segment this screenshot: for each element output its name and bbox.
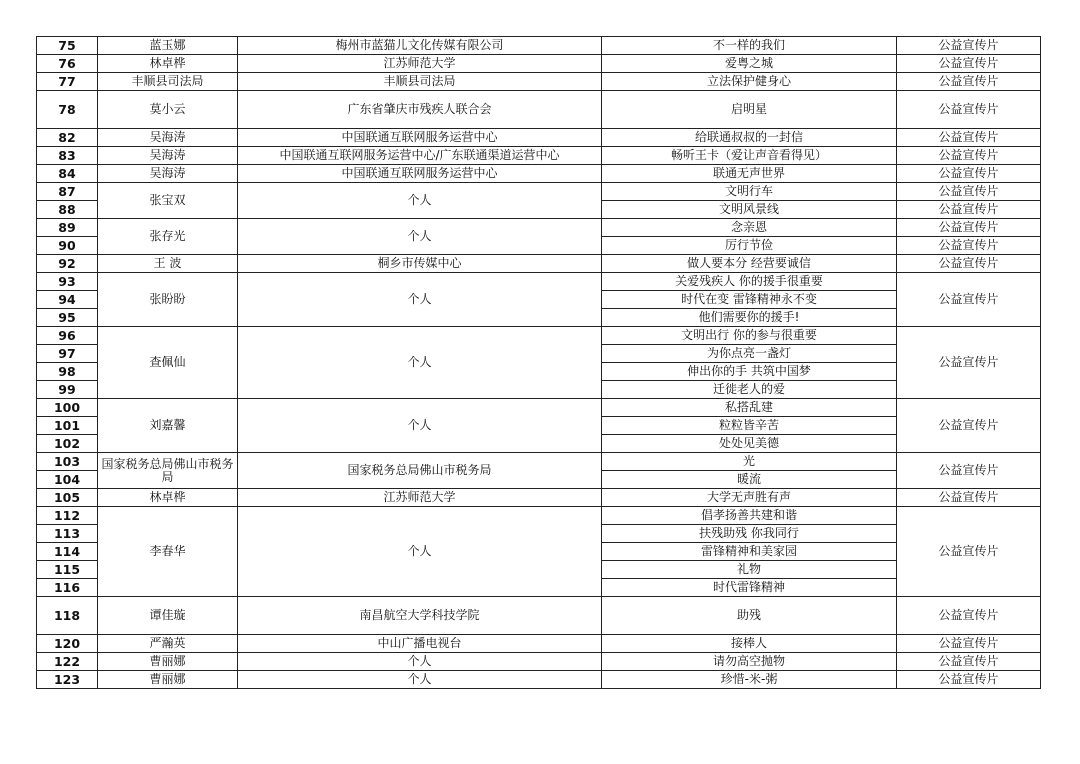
work-title-cell: 珍惜-米-粥: [602, 671, 897, 689]
table-row: [37, 219, 1041, 237]
row-number-cell: 94: [37, 291, 98, 309]
work-title-cell: 做人要本分 经营要诚信: [602, 255, 897, 273]
unit-cell: 桐乡市传媒中心: [238, 255, 602, 273]
row-number-cell: 83: [37, 147, 98, 165]
table-row: [37, 653, 1041, 671]
work-title-cell: 联通无声世界: [602, 165, 897, 183]
row-number-cell: 77: [37, 73, 98, 91]
name-cell: 国家税务总局佛山市税务局: [98, 453, 238, 489]
row-number-cell: 90: [37, 237, 98, 255]
row-number-cell: 103: [37, 453, 98, 471]
unit-cell: 中国联通互联网服务运营中心: [238, 129, 602, 147]
work-title-cell: 时代雷锋精神: [602, 579, 897, 597]
row-number-cell: 114: [37, 543, 98, 561]
work-title-cell: 畅听王卡（爱让声音看得见）: [602, 147, 897, 165]
work-title-cell: 启明星: [602, 91, 897, 129]
work-title-cell: 暖流: [602, 471, 897, 489]
unit-cell: 南昌航空大学科技学院: [238, 597, 602, 635]
table-row: [37, 635, 1041, 653]
unit-cell: 个人: [238, 327, 602, 399]
name-cell: 吴海涛: [98, 147, 238, 165]
work-title-cell: 为你点亮一盏灯: [602, 345, 897, 363]
category-cell: 公益宣传片: [897, 219, 1041, 237]
category-cell: 公益宣传片: [897, 653, 1041, 671]
category-cell: 公益宣传片: [897, 37, 1041, 55]
work-title-cell: 粒粒皆辛苦: [602, 417, 897, 435]
unit-cell: 个人: [238, 273, 602, 327]
row-number-cell: 116: [37, 579, 98, 597]
table-row: [37, 129, 1041, 147]
row-number-cell: 95: [37, 309, 98, 327]
unit-cell: 个人: [238, 183, 602, 219]
unit-cell: 江苏师范大学: [238, 55, 602, 73]
row-number-cell: 99: [37, 381, 98, 399]
name-cell: 刘嘉馨: [98, 399, 238, 453]
work-title-cell: 文明出行 你的参与很重要: [602, 327, 897, 345]
row-number-cell: 76: [37, 55, 98, 73]
table-row: [37, 399, 1041, 417]
work-title-cell: 处处见美德: [602, 435, 897, 453]
row-number-cell: 101: [37, 417, 98, 435]
award-table: [36, 36, 1041, 689]
table-row: [37, 91, 1041, 129]
category-cell: 公益宣传片: [897, 597, 1041, 635]
work-title-cell: 礼物: [602, 561, 897, 579]
unit-cell: 江苏师范大学: [238, 489, 602, 507]
name-cell: 蓝玉娜: [98, 37, 238, 55]
table-row: [37, 183, 1041, 201]
work-title-cell: 他们需要你的援手!: [602, 309, 897, 327]
name-cell: 林卓桦: [98, 489, 238, 507]
category-cell: 公益宣传片: [897, 129, 1041, 147]
unit-cell: 广东省肇庆市残疾人联合会: [238, 91, 602, 129]
unit-cell: 个人: [238, 671, 602, 689]
name-cell: 吴海涛: [98, 129, 238, 147]
category-cell: 公益宣传片: [897, 55, 1041, 73]
row-number-cell: 93: [37, 273, 98, 291]
unit-cell: 国家税务总局佛山市税务局: [238, 453, 602, 489]
row-number-cell: 115: [37, 561, 98, 579]
table-row: [37, 273, 1041, 291]
category-cell: 公益宣传片: [897, 635, 1041, 653]
row-number-cell: 87: [37, 183, 98, 201]
name-cell: 张存光: [98, 219, 238, 255]
work-title-cell: 光: [602, 453, 897, 471]
unit-cell: 梅州市蓝猫儿文化传媒有限公司: [238, 37, 602, 55]
category-cell: 公益宣传片: [897, 399, 1041, 453]
category-cell: 公益宣传片: [897, 507, 1041, 597]
name-cell: 曹丽娜: [98, 671, 238, 689]
table-row: [37, 255, 1041, 273]
row-number-cell: 92: [37, 255, 98, 273]
row-number-cell: 122: [37, 653, 98, 671]
work-title-cell: 厉行节俭: [602, 237, 897, 255]
category-cell: 公益宣传片: [897, 165, 1041, 183]
work-title-cell: 文明风景线: [602, 201, 897, 219]
work-title-cell: 迁徙老人的爱: [602, 381, 897, 399]
work-title-cell: 私搭乱建: [602, 399, 897, 417]
name-cell: 查佩仙: [98, 327, 238, 399]
name-cell: 谭佳璇: [98, 597, 238, 635]
work-title-cell: 倡孝扬善共建和谐: [602, 507, 897, 525]
work-title-cell: 助残: [602, 597, 897, 635]
category-cell: 公益宣传片: [897, 147, 1041, 165]
row-number-cell: 105: [37, 489, 98, 507]
category-cell: 公益宣传片: [897, 73, 1041, 91]
work-title-cell: 接棒人: [602, 635, 897, 653]
row-number-cell: 89: [37, 219, 98, 237]
work-title-cell: 爱粤之城: [602, 55, 897, 73]
table-row: [37, 597, 1041, 635]
category-cell: 公益宣传片: [897, 453, 1041, 489]
category-cell: 公益宣传片: [897, 237, 1041, 255]
table-row: [37, 327, 1041, 345]
name-cell: 张盼盼: [98, 273, 238, 327]
row-number-cell: 112: [37, 507, 98, 525]
row-number-cell: 102: [37, 435, 98, 453]
table-row: [37, 147, 1041, 165]
work-title-cell: 关爱残疾人 你的援手很重要: [602, 273, 897, 291]
work-title-cell: 大学无声胜有声: [602, 489, 897, 507]
unit-cell: 中山广播电视台: [238, 635, 602, 653]
unit-cell: 中国联通互联网服务运营中心: [238, 165, 602, 183]
unit-cell: 中国联通互联网服务运营中心/广东联通渠道运营中心: [238, 147, 602, 165]
row-number-cell: 98: [37, 363, 98, 381]
table-row: [37, 55, 1041, 73]
row-number-cell: 100: [37, 399, 98, 417]
unit-cell: 个人: [238, 219, 602, 255]
table-row: [37, 453, 1041, 471]
unit-cell: 个人: [238, 653, 602, 671]
work-title-cell: 扶残助残 你我同行: [602, 525, 897, 543]
row-number-cell: 97: [37, 345, 98, 363]
table-body: [37, 37, 1041, 689]
table-row: [37, 37, 1041, 55]
name-cell: 吴海涛: [98, 165, 238, 183]
row-number-cell: 113: [37, 525, 98, 543]
table-row: [37, 165, 1041, 183]
name-cell: 曹丽娜: [98, 653, 238, 671]
work-title-cell: 请勿高空抛物: [602, 653, 897, 671]
category-cell: 公益宣传片: [897, 489, 1041, 507]
name-cell: 莫小云: [98, 91, 238, 129]
work-title-cell: 伸出你的手 共筑中国梦: [602, 363, 897, 381]
row-number-cell: 118: [37, 597, 98, 635]
name-cell: 严瀚英: [98, 635, 238, 653]
table-row: [37, 73, 1041, 91]
work-title-cell: 给联通叔叔的一封信: [602, 129, 897, 147]
row-number-cell: 104: [37, 471, 98, 489]
unit-cell: 个人: [238, 399, 602, 453]
category-cell: 公益宣传片: [897, 273, 1041, 327]
row-number-cell: 82: [37, 129, 98, 147]
category-cell: 公益宣传片: [897, 255, 1041, 273]
unit-cell: 丰顺县司法局: [238, 73, 602, 91]
work-title-cell: 雷锋精神和美家园: [602, 543, 897, 561]
name-cell: 李春华: [98, 507, 238, 597]
category-cell: 公益宣传片: [897, 183, 1041, 201]
table-row: [37, 489, 1041, 507]
row-number-cell: 88: [37, 201, 98, 219]
row-number-cell: 123: [37, 671, 98, 689]
name-cell: 王 波: [98, 255, 238, 273]
work-title-cell: 不一样的我们: [602, 37, 897, 55]
unit-cell: 个人: [238, 507, 602, 597]
name-cell: 张宝双: [98, 183, 238, 219]
category-cell: 公益宣传片: [897, 671, 1041, 689]
category-cell: 公益宣传片: [897, 91, 1041, 129]
row-number-cell: 75: [37, 37, 98, 55]
table-row: [37, 671, 1041, 689]
work-title-cell: 立法保护健身心: [602, 73, 897, 91]
row-number-cell: 120: [37, 635, 98, 653]
name-cell: 丰顺县司法局: [98, 73, 238, 91]
work-title-cell: 念亲恩: [602, 219, 897, 237]
table-row: [37, 507, 1041, 525]
work-title-cell: 文明行车: [602, 183, 897, 201]
work-title-cell: 时代在变 雷锋精神永不变: [602, 291, 897, 309]
name-cell: 林卓桦: [98, 55, 238, 73]
row-number-cell: 78: [37, 91, 98, 129]
row-number-cell: 84: [37, 165, 98, 183]
category-cell: 公益宣传片: [897, 327, 1041, 399]
category-cell: 公益宣传片: [897, 201, 1041, 219]
row-number-cell: 96: [37, 327, 98, 345]
